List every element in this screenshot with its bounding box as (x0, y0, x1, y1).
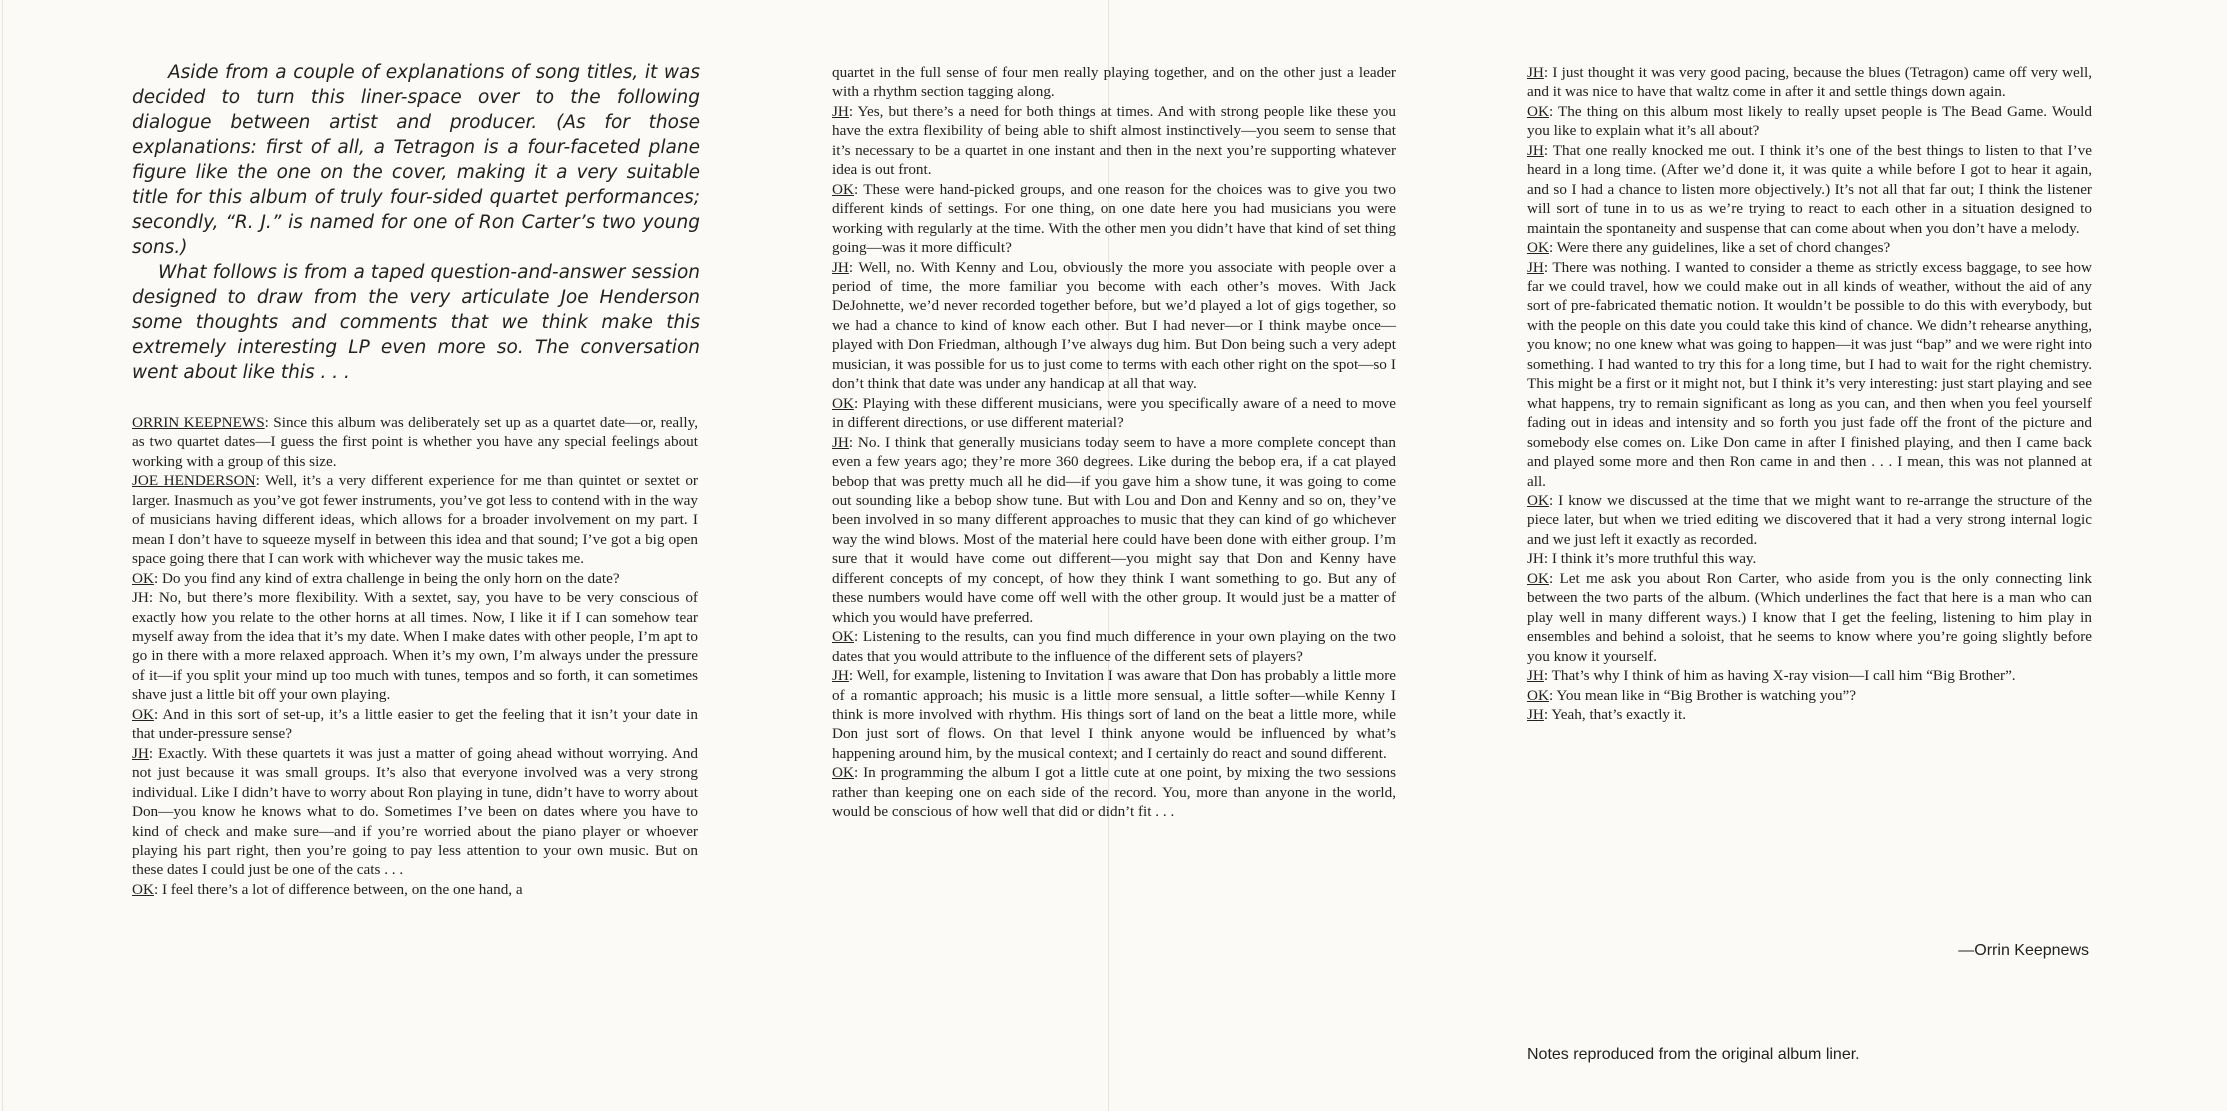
speaker-label: JH (1527, 258, 1544, 276)
dialogue-text: : Well, it’s a very different experience for me than quintet or sextet or larger. Inasmuch as you’ve got fewer instruments, you’ve got less to contend with in the way of musicians having different ideas, which allows for a broader involvement on my part. I mean I don’t have to squeeze myself in between this idea and that sound; I’ve got a big open space going there that I can work with whichever way the music takes me. (132, 472, 698, 568)
dialogue-line (132, 471, 698, 568)
dialogue-text: : Well, for example, listening to Invitation I was aware that Don has probably a little more of a romantic approach; his music is a little more sensual, a little softer—while Kenny I think is more involved with rhythm. His things sort of land on the beat a little more, while Don just sort of flows. On that level I think anyone would be influenced by what’s happening around him, by the musical context; and I certainly do react and sound different. (832, 667, 1396, 762)
dialogue-line (1527, 102, 2092, 141)
dialogue-text: : Listening to the results, can you find much difference in your own playing on the two dates that you would attribute to the influence of the different sets of players? (832, 628, 1396, 665)
dialogue-line (832, 258, 1396, 394)
dialogue-text: : Well, no. With Kenny and Lou, obviously the more you associate with people over a period of time, the more familiar you become with each other’s moves. With Jack DeJohnette, we’d never recorded together before, but we’d played a lot of gigs together, so we had a chance to kind of know each other. But I had never—or I think maybe once—played with Don Friedman, although I’ve always dug him. But Don being such a very adept musician, it was possible for us to just come to terms with each other right on the spot—so I don’t think that date was under any handicap at all that way. (832, 258, 1396, 393)
dialogue-line (132, 413, 698, 471)
dialogue-text: : Playing with these different musicians, were you specifically aware of a need to move in different directions, or use different material? (832, 394, 1396, 432)
speaker-label: OK (132, 569, 154, 587)
speaker-label: JH (832, 258, 849, 276)
dialogue-text: JH: No, but there’s more flexibility. With a sextet, say, you have to be very conscious of exactly how you relate to the other horns at all times. Now, I like it if I can somehow tear myself away from the idea that it’s my date. When I make dates with other people, I’m apt to go in there with a more relaxed approach. When it’s my own, I’m always under the pressure of it—if you split your mind up too much with tunes, tempos and so forth, it can sometimes shave just a little bit off your own playing. (132, 589, 698, 704)
dialogue-text: : Yes, but there’s a need for both things at times. And with strong people like these you have the extra flexibility of being able to shift almost instinctively—you seem to sense that it’s necessary to be a quartet in one instant and then in the next you’re supporting whatever idea is out front. (832, 102, 1396, 179)
speaker-label: JOE HENDERSON (132, 472, 256, 490)
speaker-label: OK (1527, 239, 1549, 257)
dialogue-text: : And in this sort of set-up, it’s a little easier to get the feeling that it isn’t your date in that under-pressure sense? (132, 705, 698, 743)
dialogue-line (1527, 666, 2092, 685)
dialogue-line (832, 180, 1396, 258)
speaker-label: JH (132, 744, 149, 762)
speaker-label: OK (1527, 491, 1549, 509)
dialogue-text: : Since this album was deliberately set up as a quartet date—or, really, as two quartet dates—I guess the first point is whether you have any special feelings about working with a group of this size. (132, 414, 698, 470)
dialogue-text: : These were hand-picked groups, and one reason for the choices was to give you two different kinds of settings. For one thing, on one date here you had musicians you were working with regularly at the time. With the other men you didn’t have that kind of set thing going—was it more difficult? (832, 180, 1396, 257)
speaker-label: OK (132, 880, 154, 898)
speaker-label: OK (1527, 686, 1549, 704)
speaker-label: ORRIN KEEPNEWS (132, 414, 265, 431)
dialogue-line (832, 394, 1396, 433)
dialogue-line (132, 588, 698, 705)
dialogue-column-1 (132, 413, 698, 899)
dialogue-line (132, 880, 698, 899)
speaker-label: JH (1527, 64, 1544, 81)
dialogue-line (1527, 258, 2092, 491)
speaker-label: OK (132, 705, 154, 723)
dialogue-text: JH: I think it’s more truthful this way. (1527, 550, 1757, 568)
dialogue-text: : There was nothing. I wanted to consider a theme as strictly excess baggage, to see how far we could travel, how we could make out in all kinds of weather, without the aid of any sort of pre-fabricated thematic notion. It wouldn’t be possible to do this with everybody, but with the people on this date you could take this kind of chance. We didn’t rehearse anything, you know; no one knew what was going to happen—it was just “bap” and we were right into something. I had wanted to try this for a long time, but I had to wait for the right chemistry. This might be a first or it might not, but I think it’s very interesting: just start playing and see what happens, try to remain significant as long as you can, and then when you feel yourself fading out in ideas and intensity and so forth you just fade off the front of the picture and somebody else comes on. Like Don came in after I finished playing, and then I came back and played some more and then Ron came in and then . . . I mean, this was not planned at all. (1527, 258, 2092, 490)
dialogue-text: : That one really knocked me out. I think it’s one of the best things to listen to that I’ve heard in a long time. (After we’d done it, it was quite a while before I got to hear it again, and so I had a chance to listen more objectively.) It’s not all that far out; I think the listener will sort of tune in to us as we’re trying to react to each other in a situation designed to maintain the spontaneity and suspense that can come about when you don’t have a melody. (1527, 141, 2092, 237)
dialogue-line (832, 627, 1396, 666)
intro-paragraph: What follows is from a taped question-and-answer session designed to draw from the very articulate Joe Henderson some thoughts and comments that we think make this extremely interesting LP even more so. The conversation went about like this . . . (132, 262, 700, 383)
dialogue-text: : The thing on this album most likely to really upset people is The Bead Game. Would you like to explain what it’s all about? (1527, 102, 2092, 140)
dialogue-text: : Let me ask you about Ron Carter, who aside from you is the only connecting link between the two parts of the album. (Which underlines the fact that here is a man who can play well in many different ways.) I know that I get the feeling, listening to him play in ensembles and behind a soloist, that he seems to know where you’re going slightly before you know it yourself. (1527, 569, 2092, 665)
intro-text (132, 60, 700, 385)
dialogue-text: : I know we discussed at the time that we might want to re-arrange the structure of the piece later, but when we tried editing we discovered that it had a very strong internal logic and we just left it exactly as recorded. (1527, 491, 2092, 548)
dialogue-text: : Do you find any kind of extra challenge in being the only horn on the date? (153, 569, 620, 587)
dialogue-line (1527, 705, 2092, 724)
dialogue-line (1527, 549, 2092, 568)
speaker-label: JH (832, 102, 849, 120)
dialogue-text: : Exactly. With these quartets it was just a matter of going ahead without worrying. And not just because it was small groups. It’s also that everyone involved was a very strong individual. Like I didn’t have to worry about Ron playing in tune, didn’t have to worry about Don—you know he knows what to do. Sometimes I’ve been on dates where you have to kind of check and make sure—and if you’re worried about the piano player or whoever playing his part right, then you’re going to pay less attention to your own music. But on these dates I could just be one of the cats . . . (132, 744, 698, 879)
dialogue-line (1527, 686, 2092, 705)
dialogue-column-3 (1527, 63, 2092, 724)
dialogue-line (1527, 491, 2092, 549)
intro-paragraph: Aside from a couple of explanations of song titles, it was decided to turn this liner-space over to the following dialogue between artist and producer. (As for those explanations: first of all, a Tetragon is a four-faceted plane figure like the one on the cover, making it a very suitable title for this album of truly four-sided quartet performances; secondly, “R. J.” is named for one of Ron Carter’s two young sons.) (132, 62, 700, 258)
speaker-label: JH (832, 433, 849, 451)
dialogue-text: : No. I think that generally musicians today seem to have a more complete concept than even a few years ago; they’re more 360 degrees. Like during the bebop era, if a cat played bebop that was pretty much all he did—if you gave him a show tune, it was going to come out sounding like a bebop show tune. But with Lou and Don and Kenny and so on, they’ve been involved in so many different approaches to music that they can kind of go whichever way the wind blows. Most of the material here could have been done with either group. I’m sure that it would have come out different—you might say that Don and Kenny have different concepts of my concept, of how they think I want something to go. But any of these numbers would have come off well with the other group. It would just be a matter of which you would have preferred. (832, 433, 1396, 626)
signature: —Orrin Keepnews (1958, 942, 2089, 959)
dialogue-line (1527, 63, 2092, 102)
speaker-label: OK (832, 628, 854, 646)
dialogue-line (132, 569, 698, 588)
dialogue-text: quartet in the full sense of four men really playing together, and on the other just a leader with a rhythm section tagging along. (832, 64, 1396, 101)
liner-footnote: Notes reproduced from the original album liner. (1527, 1046, 1860, 1063)
dialogue-column-2 (832, 63, 1396, 822)
speaker-label: OK (1527, 102, 1549, 120)
speaker-label: JH (1527, 705, 1544, 723)
dialogue-text: : That’s why I think of him as having X-ray vision—I call him “Big Brother”. (1543, 667, 2016, 685)
left-edge (2, 0, 3, 1111)
dialogue-text: : Were there any guidelines, like a set of chord changes? (1548, 239, 1891, 257)
dialogue-line (832, 433, 1396, 628)
speaker-label: JH (1527, 667, 1544, 685)
speaker-label: OK (832, 394, 854, 412)
dialogue-line (1527, 141, 2092, 238)
speaker-label: JH (1527, 141, 1544, 159)
speaker-label: OK (832, 180, 854, 198)
dialogue-text: : I feel there’s a lot of difference between, on the one hand, a (153, 880, 523, 898)
dialogue-line (832, 763, 1396, 821)
dialogue-line (832, 63, 1396, 102)
speaker-label: OK (832, 764, 854, 782)
speaker-label: OK (1527, 569, 1549, 587)
dialogue-text: : You mean like in “Big Brother is watching you”? (1548, 686, 1857, 704)
dialogue-line (132, 705, 698, 744)
dialogue-line (832, 102, 1396, 180)
dialogue-line (832, 666, 1396, 763)
dialogue-line (1527, 238, 2092, 257)
dialogue-text: : Yeah, that’s exactly it. (1543, 705, 1687, 723)
dialogue-line (132, 744, 698, 880)
dialogue-line (1527, 569, 2092, 666)
speaker-label: JH (832, 667, 849, 685)
dialogue-text: : In programming the album I got a little cute at one point, by mixing the two sessions rather than keeping one on each side of the record. You, more than anyone in the world, would be conscious of how well that did or didn’t fit . . . (832, 764, 1396, 821)
dialogue-text: : I just thought it was very good pacing, because the blues (Tetragon) came off very well, and it was nice to have that waltz come in after it and settle things down again. (1527, 64, 2092, 101)
